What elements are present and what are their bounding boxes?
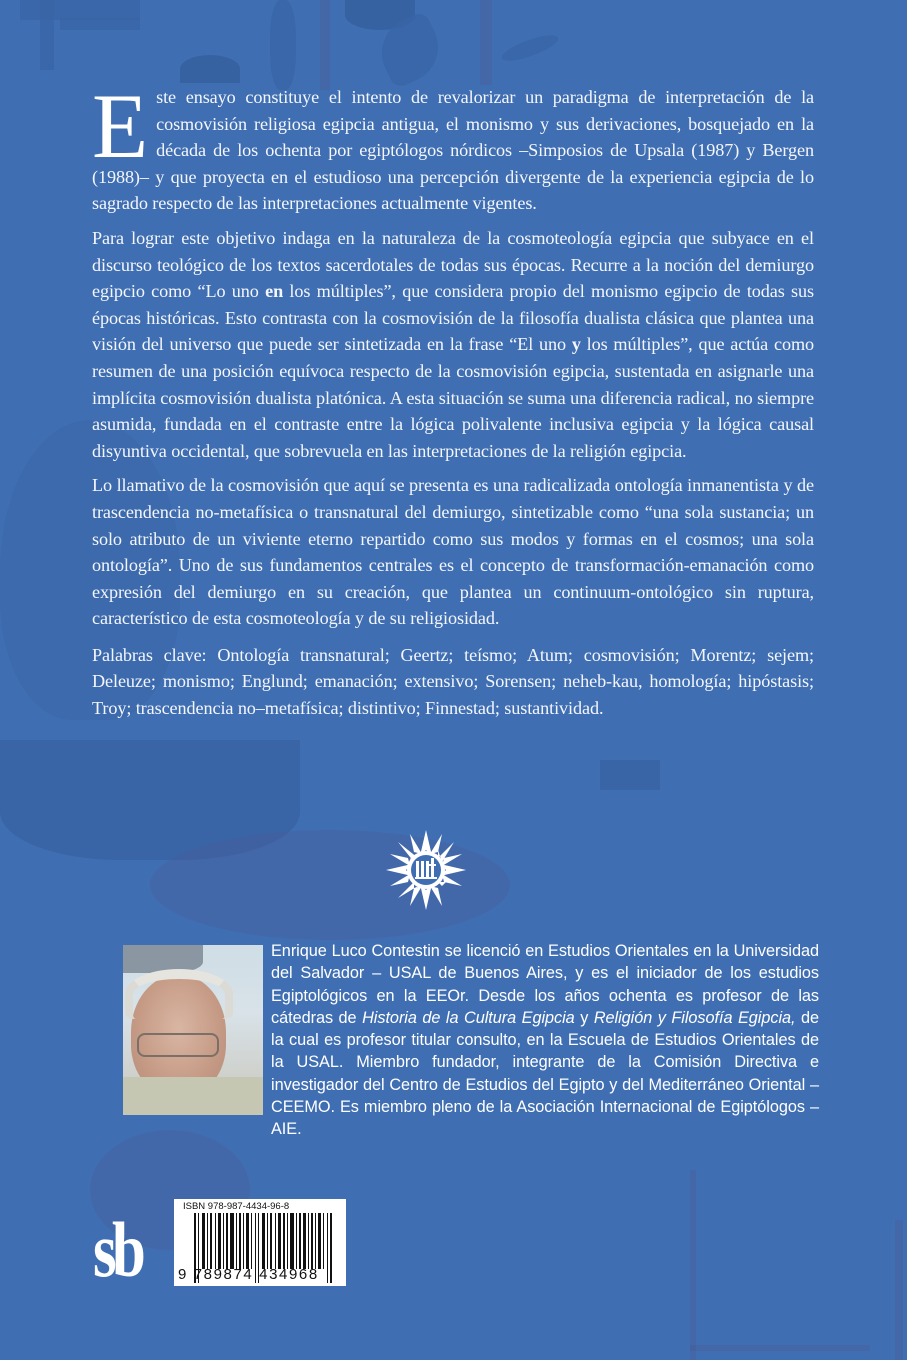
isbn-barcode bbox=[174, 1199, 346, 1286]
emphasis-y: y bbox=[571, 334, 581, 355]
synopsis-paragraph-3: Lo llamativo de la cosmovisión que aquí se presenta es una radicalizada ontología inmanentista y de trascendencia no-metafísica o transnatural del demiurgo, sintetizable como “una sola sustancia; un solo atributo de un viviente eterno repartido como sus modos y formas en el cosmos; una sola ontología”. Uno de sus fundamentos centrales es el concepto de transformación-emanación como expresión del demiurgo en su creación, que plantea un continuum-ontológico sin ruptura, característico de esta cosmoteología y de su religiosidad. bbox=[92, 475, 814, 629]
synopsis-paragraph-1 bbox=[92, 75, 814, 217]
emphasis-en: en bbox=[265, 281, 284, 302]
isbn-label: ISBN 978-987-4434-96-8 bbox=[183, 1201, 290, 1212]
course-title-1: Historia de la Cultura Egipcia bbox=[362, 1008, 575, 1027]
paragraph-2-text: los múltiples”, que actúa como resumen de una posición equívoca respecto de la cosmovisión egipcia, sustentada en asignarle una implícita cosmovisión dualista platónica. A esta situación se suma una diferencia radical, no siempre asumida, fundada en el contraste entre la lógica polivalente inclusiva egipcia y la lógica causal disyuntiva occidental, que sobrevuela en las interpretaciones de la religión egipcia. bbox=[92, 334, 814, 461]
bio-text: de la cual es profesor titular consulto, en la Escuela de Estudios Orientales de la USAL. Miembro fundador, integrante de la Comisión Directiva e investigador del Centro de Estudios del Egipto y del Mediterráneo Oriental – CEEMO. Es miembro pleno de la Asociación Internacional de Egiptólogos – AIE. bbox=[271, 1008, 820, 1139]
paragraph-2-text: los múltiples”, que considera propio del monismo egipcio de todas sus épocas históricas. Esto contrasta con la cosmovisión de la filosofía dualista clásica que plantea una visión del universo que puede ser sintetizada en la frase “El uno bbox=[92, 281, 814, 355]
author-bio bbox=[271, 940, 819, 1141]
drop-cap: E bbox=[92, 75, 149, 177]
paragraph-2-text: Para lograr este objetivo indaga en la naturaleza de la cosmoteología egipcia que subyace en el discurso teológico de los textos sacerdotales de todas sus épocas. Recurre a la noción del demiurgo egipcio como “Lo uno bbox=[92, 227, 814, 302]
barcode-digits: 9 789874 434968 bbox=[178, 1266, 319, 1283]
paragraph-1-text: ste ensayo constituye el intento de revalorizar un paradigma de interpretación de la cosmovisión religiosa egipcia antigua, el monismo y sus derivaciones, bosquejado en la década de los ochenta por egiptólogos nórdicos –Simposios de Upsala (1987) y Bergen (1988)– y que proyecta en el estudioso una percepción divergente de la experiencia egipcia de lo sagrado respecto de las interpretaciones actualmente vigentes. bbox=[92, 87, 814, 214]
publisher-logo: sb bbox=[93, 1206, 142, 1293]
sun-star-emblem-icon bbox=[384, 828, 468, 912]
course-title-2: Religión y Filosofía Egipcia, bbox=[593, 1008, 796, 1027]
author-photo bbox=[123, 945, 263, 1115]
bio-text: y bbox=[574, 1008, 594, 1027]
synopsis bbox=[92, 75, 814, 730]
keywords: Palabras clave: Ontología transnatural; Geertz; teísmo; Atum; cosmovisión; Morentz; sejem; Deleuze; monismo; Englund; emanación; extensivo; Sorensen; neheb-kau, homología; hipóstasis; Troy; trascendencia no–metafísica; distintivo; Finnestad; sustantividad. bbox=[92, 644, 814, 719]
bio-text: Enrique Luco Contestin se licenció en Estudios Orientales en la Universidad del Salvador – USAL de Buenos Aires, y es el iniciador de los estudios Egiptológicos en la EEOr. Desde los años ochenta es profesor de las cátedras de bbox=[271, 942, 819, 1027]
synopsis-paragraph-2 bbox=[92, 225, 814, 464]
